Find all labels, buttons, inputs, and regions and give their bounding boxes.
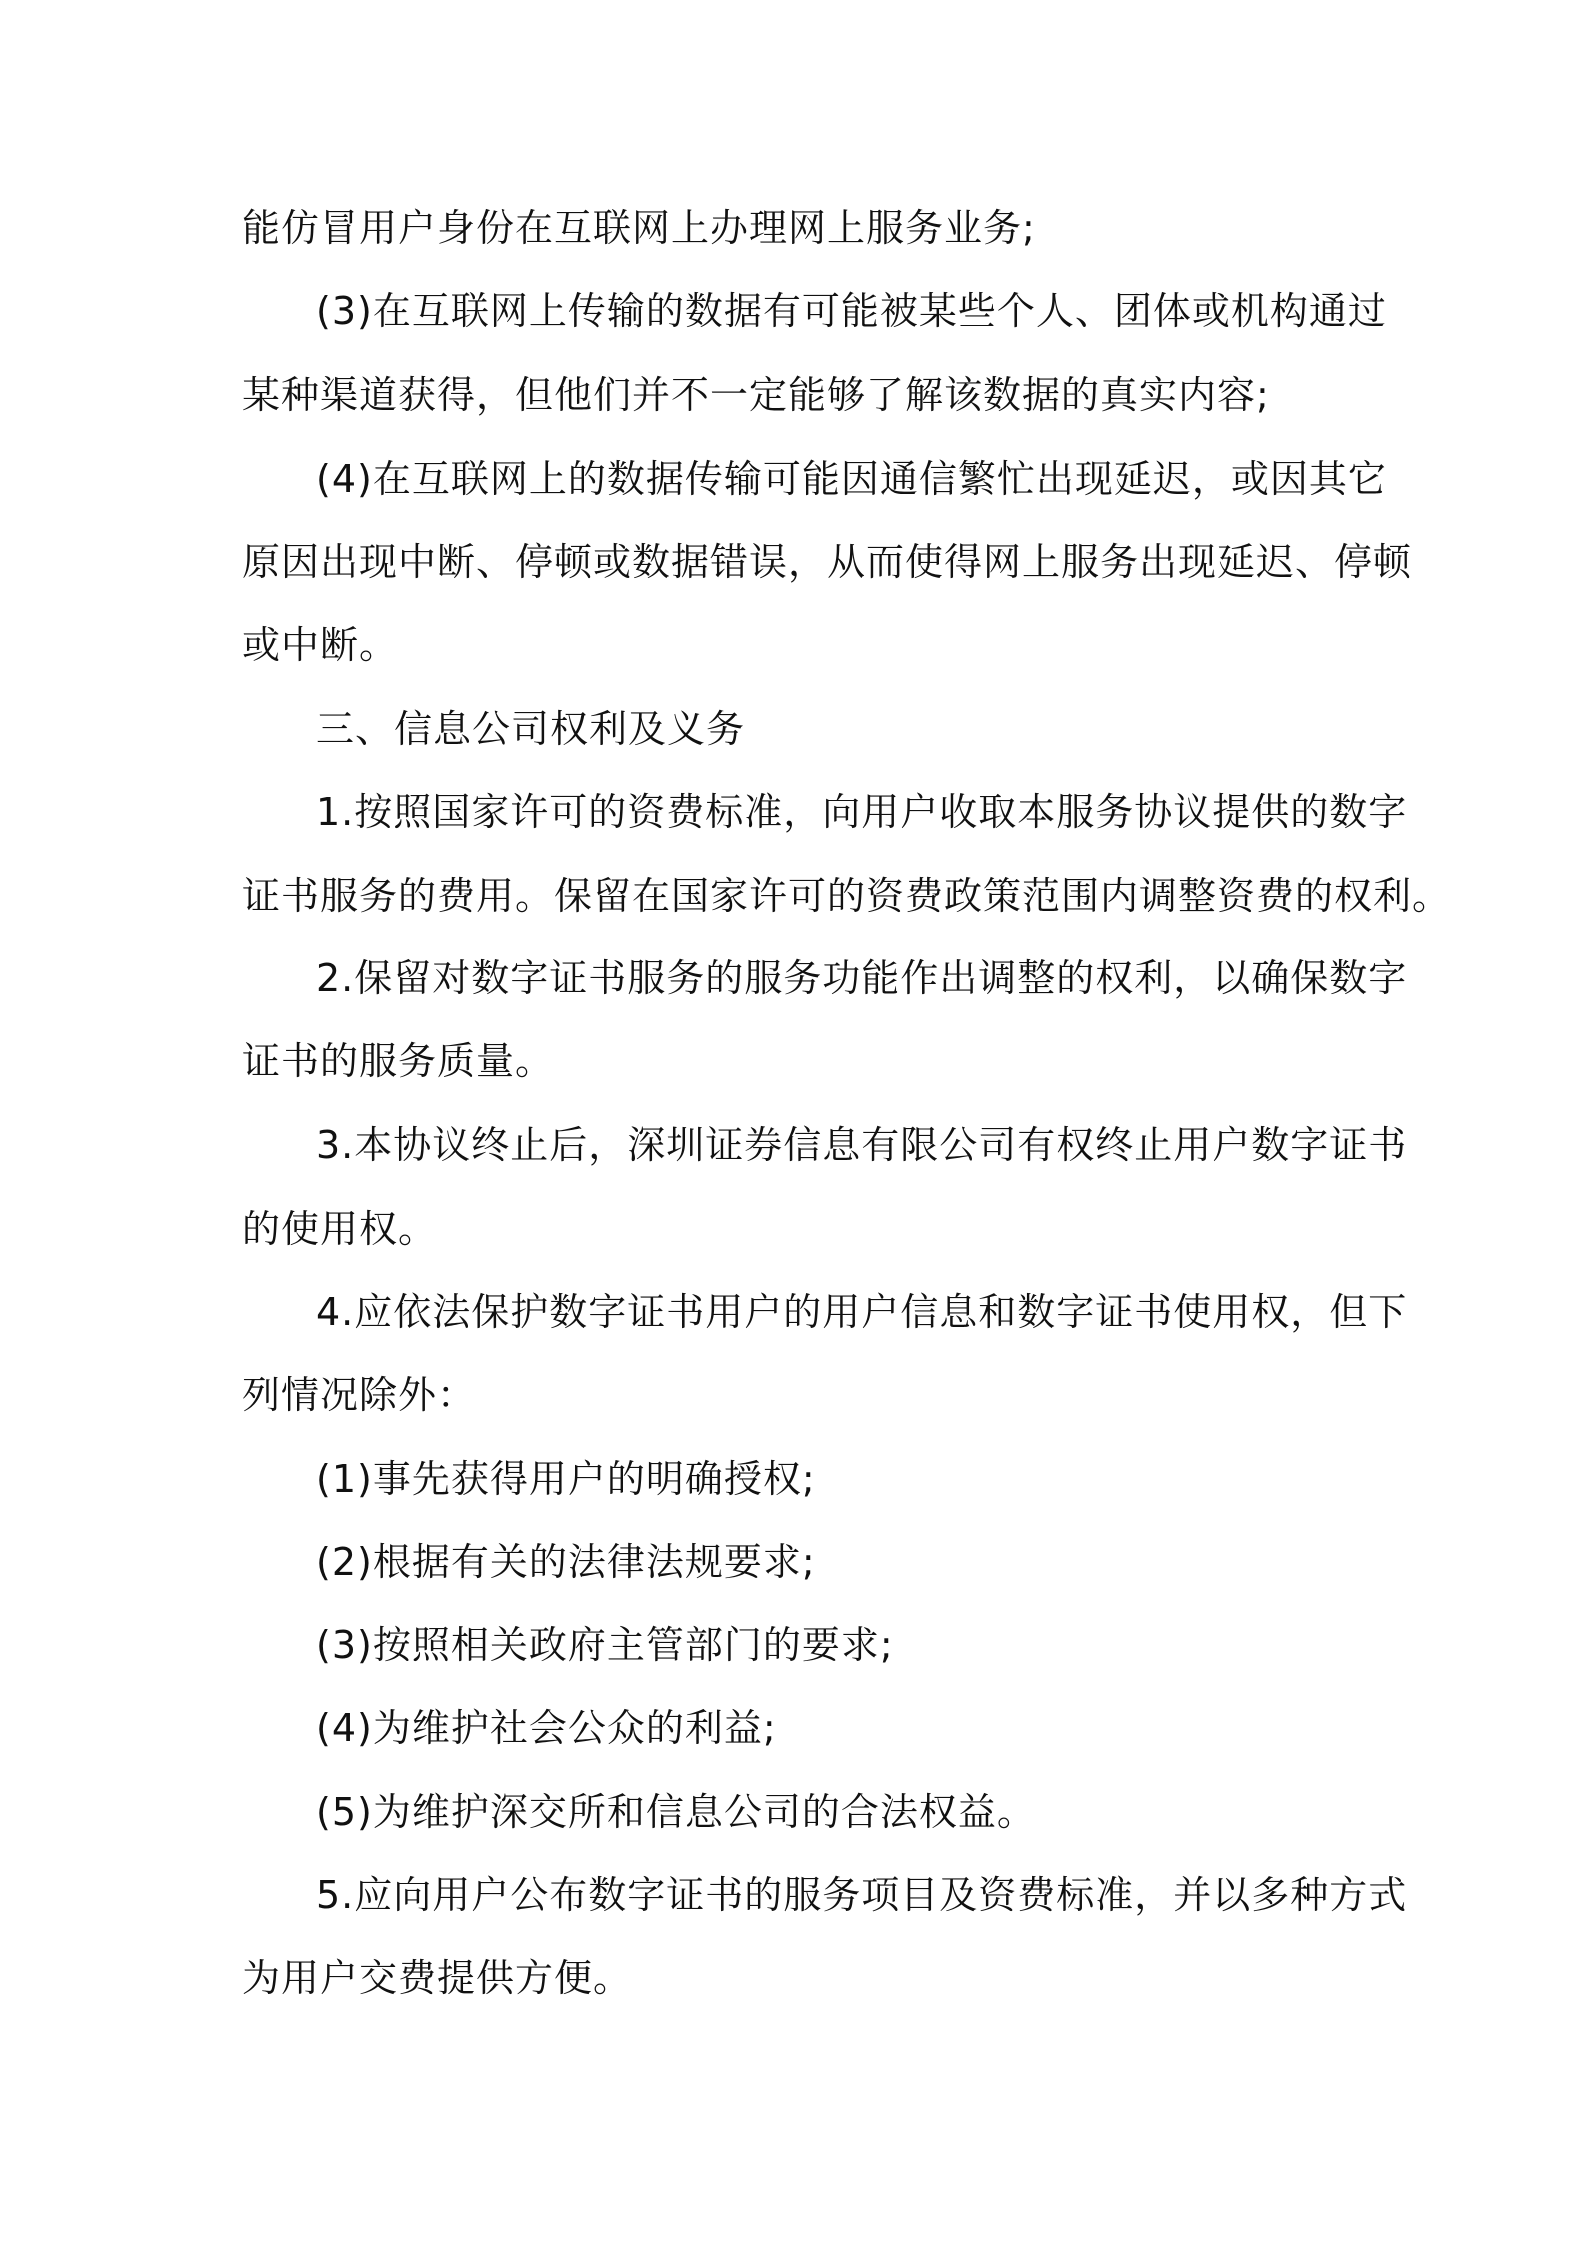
text-line: 1.按照国家许可的资费标准，向用户收取本服务协议提供的数字 (316, 790, 1408, 834)
text-line: 证书服务的费用。保留在国家许可的资费政策范围内调整资费的权利。 (242, 874, 1452, 918)
list-item: (5)为维护深交所和信息公司的合法权益。 (316, 1790, 1036, 1834)
list-item: (2)根据有关的法律法规要求; (316, 1540, 816, 1584)
text-line: 5.应向用户公布数字证书的服务项目及资费标准，并以多种方式 (316, 1873, 1408, 1917)
text-line: 3.本协议终止后，深圳证券信息有限公司有权终止用户数字证书 (316, 1123, 1408, 1167)
text-line: 列情况除外： (242, 1373, 477, 1417)
text-line: 2.保留对数字证书服务的服务功能作出调整的权利，以确保数字 (316, 956, 1408, 1000)
list-item: (3)按照相关政府主管部门的要求; (316, 1623, 894, 1667)
text-line: 能仿冒用户身份在互联网上办理网上服务业务; (242, 206, 1036, 250)
text-line: 为用户交费提供方便。 (242, 1956, 633, 2000)
text-line: 某种渠道获得，但他们并不一定能够了解该数据的真实内容; (242, 373, 1270, 417)
text-line: 的使用权。 (242, 1207, 438, 1251)
text-line: (4)在互联网上的数据传输可能因通信繁忙出现延迟，或因其它 (316, 457, 1387, 501)
text-line: 原因出现中断、停顿或数据错误，从而使得网上服务出现延迟、停顿 (242, 540, 1413, 584)
list-item: (1)事先获得用户的明确授权; (316, 1457, 816, 1501)
text-line: 证书的服务质量。 (242, 1039, 555, 1083)
text-line: 4.应依法保护数字证书用户的用户信息和数字证书使用权，但下 (316, 1290, 1408, 1334)
section-heading: 三、信息公司权利及义务 (316, 707, 746, 751)
text-line: 或中断。 (242, 623, 399, 667)
text-line: (3)在互联网上传输的数据有可能被某些个人、团体或机构通过 (316, 289, 1387, 333)
list-item: (4)为维护社会公众的利益; (316, 1706, 777, 1750)
